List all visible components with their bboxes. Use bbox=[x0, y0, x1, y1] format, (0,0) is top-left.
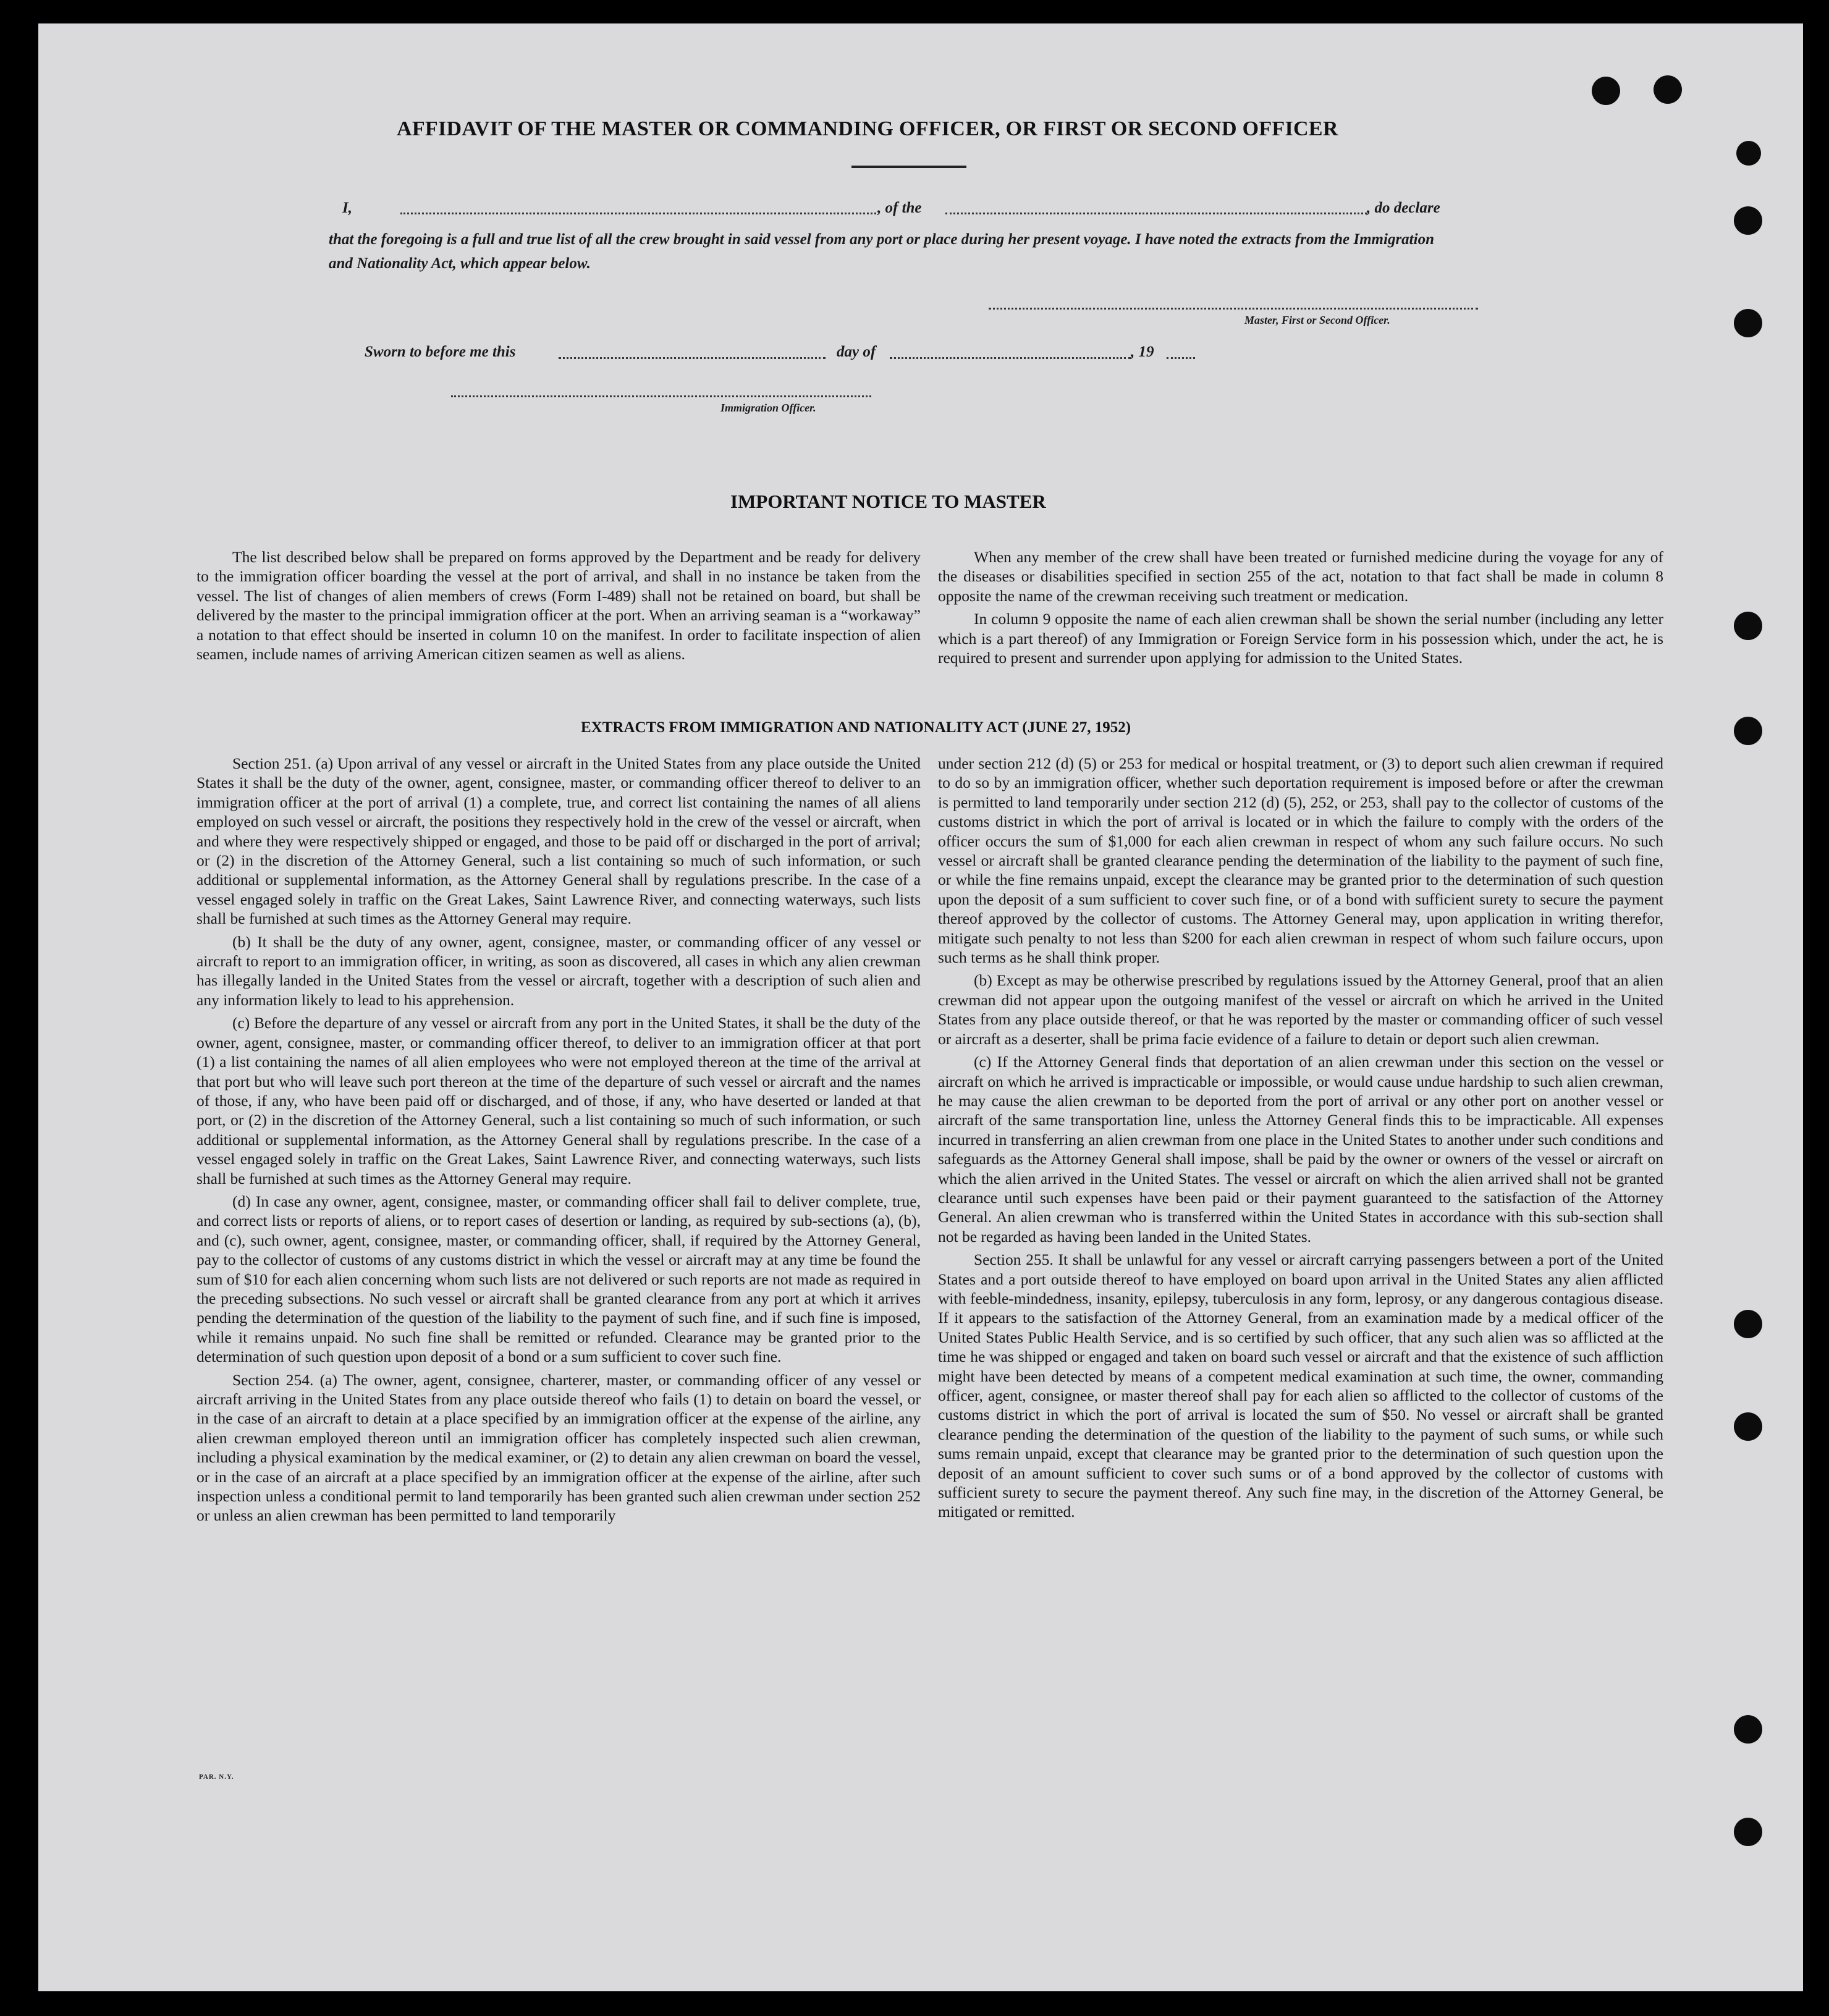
notice-paragraph: When any member of the crew shall have been treated or furnished medicine during the voyage for any of the diseases or disabilities specified in section 255 of the act, notation to that fact shall be made in column 8 opposite the name of the crewman receiving such treatment or medication. bbox=[938, 548, 1663, 605]
extract-paragraph: Section 255. It shall be unlawful for any vessel or aircraft carrying passengers between a port of the United States and a port outside thereof to have employed on board upon arrival in the United States any alien afflicted with feeble-mindedness, insanity, epilepsy, tuberculosis in any form, leprosy, or any dangerous contagious disease. If it appears to the satisfaction of the Attorney General, from an examination made by a medical officer of the United States Public Health Service, and is so certified by such officer, that any such alien was so afflicted at the time he was shipped or engaged and taken on board such vessel or aircraft and that the existence of such affliction might have been detected by means of a competent medical examination at such time, the owner, commanding officer, agent, consignee, or master thereof shall pay for each alien so afflicted to the collector of customs of the customs district in which the port of arrival is located the sum of $50. No vessel or aircraft shall be granted clearance pending the determination of the question of the liability to the payment of such sums, or while such sums remain unpaid, except that clearance may be granted prior to the determination of such question upon the deposit of an amount sufficient to cover such sums or of a bond approved by the collector of customs with sufficient surety to secure the payment thereof. Any such fine may, in the discretion of the Attorney General, be mitigated or remitted. bbox=[938, 1251, 1663, 1521]
extract-paragraph: Section 254. (a) The owner, agent, consignee, charterer, master, or commanding officer of any vessel or aircraft arriving in the United States from any place outside thereof who fails (1) to detain on board the vessel, or in the case of an aircraft to detain at a place specified by an immigration officer at the expense of the airline, any alien crewman employed thereon until an immigration officer has completely inspected such alien crewman, including a physical examination by the medical examiner, or (2) to detain any alien crewman on board the vessel, or in the case of an aircraft at a place specified by an immigration officer at the expense of the airline, after such inspection unless a conditional permit to land temporarily has been granted such alien crewman under section 252 or unless an alien crewman has been permitted to land temporarily bbox=[196, 1370, 921, 1525]
extract-paragraph: (c) If the Attorney General finds that deportation of an alien crewman under this section on the vessel or aircraft on which he arrived is impracticable or impossible, or would cause undue hardship to such alien crewman, he may cause the alien crewman to be deported from the port of arrival or any other port on another vessel or aircraft of the same transportation line, unless the Attorney General finds this to be impracticable. All expenses incurred in transferring an alien crewman from one place in the United States to another under such conditions and safeguards as the Attorney General shall impose, shall be paid by the owner or owners of the vessel or aircraft on which the alien arrived in the United States. The vessel or aircraft on which the alien arrived shall not be granted clearance until such expenses have been paid or their payment guaranteed to the satisfaction of the Attorney General. An alien crewman who is transferred within the United States in accordance with this sub-section shall not be regarded as having been landed in the United States. bbox=[938, 1053, 1663, 1246]
sworn-label: Sworn to before me this bbox=[365, 344, 516, 360]
punch-hole bbox=[1734, 206, 1762, 235]
vessel-line[interactable] bbox=[945, 213, 1367, 214]
notice-paragraph: In column 9 opposite the name of each alien crewman shall be shown the serial number (including any letter which is a part thereof) of any Immigration or Foreign Service form in his possession which, under the act, he is required to present and surrender upon applying for admission to the United States. bbox=[938, 610, 1663, 667]
punch-hole bbox=[1734, 612, 1762, 640]
punch-hole bbox=[1734, 1715, 1762, 1744]
extract-paragraph: (b) It shall be the duty of any owner, agent, consignee, master, or commanding officer of any vessel or aircraft to report to an immigration officer, in writing, as soon as discovered, all cases in which any alien crewman has illegally landed in the United States from the vessel or aircraft, together with a description of such alien and any information likely to lead to his apprehension. bbox=[196, 932, 921, 1009]
title-rule bbox=[851, 166, 966, 168]
year-label: , 19 bbox=[1131, 344, 1154, 360]
punch-hole bbox=[1734, 309, 1762, 337]
extracts-right-column bbox=[938, 754, 1663, 1525]
extract-paragraph: (b) Except as may be otherwise prescribed by regulations issued by the Attorney General, proof that an alien crewman did not appear upon the outgoing manifest of the vessel or aircraft on which he arrived in the United States from any place outside thereof, or that he was reported by the master or commanding officer of such vessel or aircraft as a deserter, shall be prima facie evidence of a failure to detain or deport such alien crewman. bbox=[938, 971, 1663, 1048]
extract-paragraph: Section 251. (a) Upon arrival of any vessel or aircraft in the United States from any place outside the United States it shall be the duty of the owner, agent, consignee, master, or commanding officer thereof to deliver to an immigration officer at the port of arrival (1) a complete, true, and correct list containing the names of all aliens employed on such vessel or aircraft, the positions they respectively hold in the crew of the vessel or aircraft, when and where they were respectively shipped or engaged, and those to be paid off or discharged in the port of arrival; or (2) in the discretion of the Attorney General, such a list containing so much of such information, or such additional or supplemental information, as the Attorney General shall by regulations prescribe. In the case of a vessel engaged solely in traffic on the Great Lakes, Saint Lawrence River, and connecting waterways, such lists shall be furnished at such times as the Attorney General may require. bbox=[196, 754, 921, 928]
extract-paragraph: (d) In case any owner, agent, consignee, master, or commanding officer shall fail to deliver complete, true, and correct lists or reports of aliens, or to report cases of desertion or landing, as required by sub-sections (a), (b), and (c), such owner, agent, consignee, master, or commanding officer, shall, if required by the Attorney General, pay to the collector of customs of any customs district in which the vessel or aircraft may at any time be found the sum of $10 for each alien concerning whom such lists are not delivered or such reports are not made as required in the preceding subsections. No such vessel or aircraft shall be granted clearance from any port at which it arrives pending the determination of the question of the liability to the payment of such fine, and if such fine is imposed, while it remains unpaid. No such fine shall be remitted or refunded. Clearance may be granted prior to the determination of such question upon deposit of a bond or a sum sufficient to cover such fine. bbox=[196, 1192, 921, 1366]
master-signature-label: Master, First or Second Officer. bbox=[1244, 314, 1390, 326]
notice-title: IMPORTANT NOTICE TO MASTER bbox=[730, 491, 1046, 512]
of-the-label: , of the bbox=[877, 200, 922, 216]
punch-hole bbox=[1734, 1818, 1762, 1846]
punch-hole bbox=[1734, 1310, 1762, 1338]
punch-hole bbox=[1654, 75, 1682, 104]
year-line[interactable] bbox=[1167, 357, 1195, 359]
extracts-title: EXTRACTS FROM IMMIGRATION AND NATIONALITY ACT (JUNE 27, 1952) bbox=[581, 719, 1131, 736]
day-of-label: day of bbox=[837, 344, 876, 360]
punch-hole bbox=[1736, 141, 1761, 166]
printer-mark: PAR. N.Y. bbox=[199, 1773, 234, 1781]
notice-left-column bbox=[196, 547, 921, 667]
notice-right-column bbox=[938, 547, 1663, 671]
punch-hole bbox=[1592, 77, 1620, 105]
extract-paragraph: under section 212 (d) (5) or 253 for medical or hospital treatment, or (3) to deport such alien crewman if required to do so by an immigration officer, whether such deportation requirement is imposed before or after the crewman is permitted to land temporarily under section 212 (d) (5), 252, or 253, shall pay to the collector of customs of the customs district in which the port of arrival is located or in which the failure to comply with the orders of the officer occurs the sum of $1,000 for each alien crewman in respect of whom any such failure occurs. No such vessel or aircraft shall be granted clearance pending the determination of the liability to the payment of such fine, or while the fine remains unpaid, except the clearance may be granted prior to the determination of such question upon the deposit of a sum sufficient to cover such fine, or of a bond with sufficient surety to secure the payment thereof approved by the collector of customs. The Attorney General may, upon application in writing therefor, mitigate such penalty to not less than $200 for each alien crewman in respect of whom such failure occurs, upon such terms as he shall think proper. bbox=[938, 754, 1663, 967]
punch-hole bbox=[1734, 717, 1762, 745]
declare-i-label: I, bbox=[342, 200, 352, 216]
extracts-left-column bbox=[196, 754, 921, 1529]
master-signature-line[interactable] bbox=[989, 308, 1478, 310]
document-page bbox=[38, 23, 1803, 1991]
sworn-day-line[interactable] bbox=[559, 357, 826, 359]
immigration-officer-line[interactable] bbox=[451, 395, 871, 397]
do-declare-label: , do declare bbox=[1367, 200, 1440, 216]
declaration-text: that the foregoing is a full and true list of all the crew brought in said vessel from any port or place during her present voyage. I have noted the extracts from the Immigration and Nationality Act, which appear below. bbox=[329, 231, 1434, 272]
extract-paragraph: (c) Before the departure of any vessel or aircraft from any port in the United States, it shall be the duty of the owner, agent, consignee, master, or commanding officer thereof, to deliver to an immigration officer at that port (1) a list containing the names of all alien employees who were not employed thereon at the time of the arrival at that port but who will leave such port thereon at the time of the departure of such vessel or aircraft and the names of those, if any, who have been paid off or discharged, and of those, if any, who have deserted or landed at that port, or (2) in the discretion of the Attorney General, such a list containing so much of such information, or such additional or supplemental information, as the Attorney General shall by regulations prescribe. In the case of a vessel engaged solely in traffic on the Great Lakes, Saint Lawrence River, and connecting waterways, such lists shall be furnished at such times as the Attorney General may require. bbox=[196, 1014, 921, 1187]
name-line[interactable] bbox=[400, 213, 876, 214]
punch-hole bbox=[1734, 1412, 1762, 1441]
notice-paragraph: The list described below shall be prepared on forms approved by the Department and be ready for delivery to the immigration officer boarding the vessel at the port of arrival, and shall in no instance be taken from the vessel. The list of changes of alien members of crews (Form I-489) shall not be retained on board, but shall be delivered by the master to the principal immigration officer at the port. When an arriving seaman is a “workaway” a notation to that effect should be inserted in column 10 on the manifest. In order to facilitate inspection of alien seamen, include names of arriving American citizen seamen as well as aliens. bbox=[196, 548, 921, 664]
immigration-officer-label: Immigration Officer. bbox=[720, 402, 816, 414]
affidavit-title: AFFIDAVIT OF THE MASTER OR COMMANDING OFFICER, OR FIRST OR SECOND OFFICER bbox=[397, 117, 1338, 140]
sworn-month-line[interactable] bbox=[890, 357, 1131, 359]
